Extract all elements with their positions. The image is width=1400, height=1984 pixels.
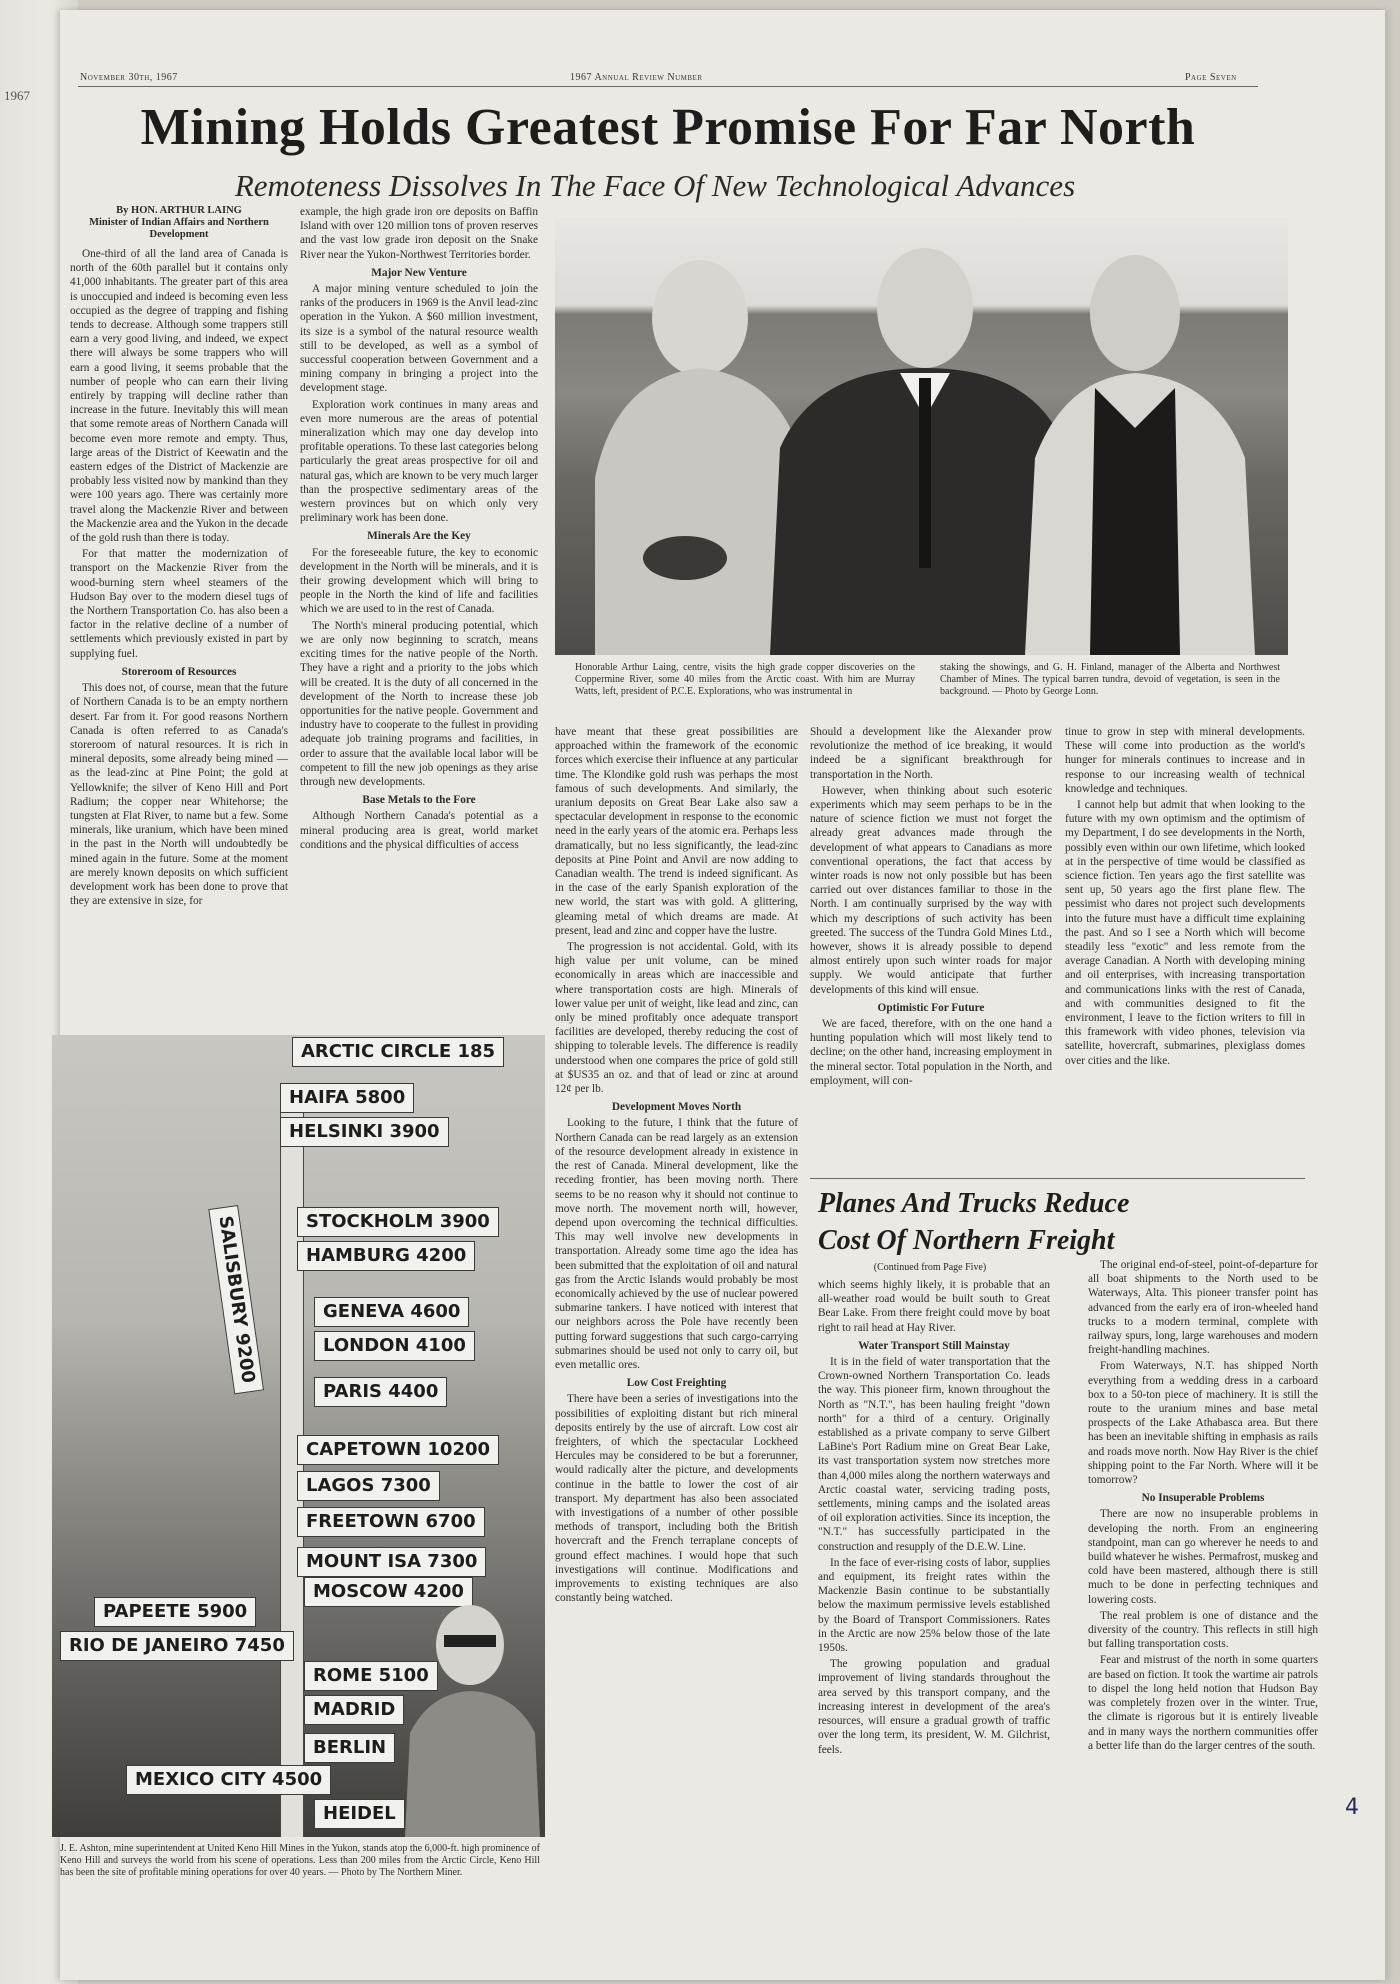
- article-column-4: [810, 725, 1052, 1170]
- subheading: Development Moves North: [611, 1101, 742, 1114]
- sign: MOUNT ISA 7300: [297, 1547, 486, 1577]
- subheading: Major New Venture: [371, 266, 467, 279]
- photo1-caption-right: staking the showings, and G. H. Finland, manager of the Alberta and Northwest Chamber of Mines. The typical barren tundra, devoid of vegetation, is seen in the background. — Photo by George Lonn.: [940, 662, 1280, 697]
- paragraph: From Waterways, N.T. has shipped North everything from a wedding dress in a carboard box to a 50-ton piece of machinery. It is still the route to the uranium mines and base metal prospects of the Lake Athabasca area. But there has been an inevitable shifting in emphasis as rails and roads move north. Now Hay River is the chief shipping point to the Far North. Where will it be tomorrow?: [1088, 1360, 1318, 1487]
- sign: BERLIN: [304, 1733, 395, 1763]
- paragraph: The real problem is one of distance and the diversity of the country. This reflects in still high but falling transportation costs.: [1088, 1609, 1318, 1651]
- planes-title-line2: Cost Of Northern Freight: [818, 1225, 1115, 1256]
- subheading: Minerals Are the Key: [367, 530, 471, 543]
- planes-column-b: [1088, 1258, 1318, 1943]
- paragraph: For the foreseeable future, the key to economic development in the North will be minerals, and it is their growing development which will bring to people in the North the kind of life and facilities which we are used to in the rest of Canada.: [300, 546, 538, 616]
- sign: LONDON 4100: [314, 1331, 475, 1361]
- photo-signpost: [52, 1035, 545, 1837]
- sign: STOCKHOLM 3900: [297, 1207, 499, 1237]
- subheading: No Insuperable Problems: [1141, 1492, 1265, 1505]
- sign: MOSCOW 4200: [304, 1577, 473, 1607]
- paragraph: Looking to the future, I think that the future of Northern Canada can be read largely as an extension of the resource development already in existence in the rest of Canada. Mineral development, like the receding frontier, has been moving north. There seems to be no reason why it should not continue to move north. The movement north will, however, depend upon overcoming the technical difficulties. This may well involve new developments in transportation. Already some time ago the idea has been submitted that the exploitation of oil and natural gas from the Arctic Islands would probably be most economically achieved by the use of nuclear powered submarine tankers. I have noticed with interest that our neighbors across the Pole have recently been putting forward suggestions that such cargo-carrying submarines should be used not only to carry oil, but even metallic ores.: [555, 1117, 798, 1371]
- article-column-3: [555, 725, 798, 1945]
- sign: FREETOWN 6700: [297, 1507, 485, 1537]
- article-column-2: [300, 205, 538, 1030]
- paragraph: A major mining venture scheduled to join the ranks of the producers in 1969 is the Anvil lead-zinc operation in the Yukon. A $60 million investment, its size is a symbol of the natural resource wealth still to be developed, as well as a symbol of successful cooperation between Government and a mining company in bringing a project into the development stage.: [300, 283, 538, 395]
- header-date: November 30th, 1967: [80, 72, 178, 83]
- sign: HAMBURG 4200: [297, 1241, 475, 1271]
- headline: Mining Holds Greatest Promise For Far North: [140, 99, 1196, 156]
- planes-title: [818, 1185, 1298, 1259]
- subheading: Water Transport Still Mainstay: [858, 1339, 1010, 1352]
- sign: PAPEETE 5900: [94, 1597, 256, 1627]
- paragraph: have meant that these great possibilities are approached within the framework of the economic forces which exercise their influence at any particular time. The Klondike gold rush was perhaps the most famous of such developments. And similarly, the uranium deposits on Great Bear Lake also saw a spectacular development in response to the economic need in the early years of the atomic era. Perhaps less dramatically, but no less significantly, the lead-zinc deposits at Pine Point and Anvil are now adding to Canadian wealth. The trend is indeed significant. As in the case of the early Spanish exploration of the new world, the start was with gold. A glittering, gleaming metal of which dreams are made. At present, lead and zinc and copper have the lustre.: [555, 726, 798, 937]
- paragraph: tinue to grow in step with mineral developments. These will come into production as the world's hunger for minerals continues to increase and in response to our increasing wealth of technical knowledge and techniques.: [1065, 726, 1305, 795]
- paragraph: which seems highly likely, it is probable that an all-weather road would be built south to Great Bear Lake. From there freight could move by boat right to rail head at Hay River.: [818, 1279, 1050, 1334]
- byline-author: By HON. ARTHUR LAING: [116, 205, 242, 216]
- sign: RIO DE JANEIRO 7450: [60, 1631, 294, 1661]
- paragraph: There have been a series of investigations into the possibilities of exploiting distant but rich mineral deposits entirely by the use of aircraft. Low cost air freighters, of which the spectacular Lockheed Hercules may be considered to be but a forerunner, would radically alter the picture, and developments continue in the battle to lower the cost of air transport. My department has also been associated with investigations of a number of other possible methods of transport, including both the British hovercraft and the French terraplane concepts of ground effect machines. I would hope that such investigations will continue. Modifications and improvements to existing techniques are also constantly being watched.: [555, 1393, 798, 1605]
- paragraph: We are faced, therefore, with on the one hand a hunting population which will most likely tend to decline; on the other hand, increasing employment in the mineral sector. Total population in the North, and employment, will con-: [810, 1018, 1052, 1087]
- paragraph: It is in the field of water transportation that the Crown-owned Northern Transportation Co. leads the way. This pioneer firm, known throughout the North as "N.T.", has been hauling freight "down north" for a third of a century. Originally established as a private company to serve Gilbert LaBine's Port Radium mine on Great Bear Lake, its vast transportation system now stretches more than 4,000 miles along the northern waterways and Arctic coastal water, servicing trading posts, settlements, mining camps and the isolated areas of oil exploration activities. Since its inception, the "N.T." has successfully participated in the construction and resupply of the D.E.W. Line.: [818, 1356, 1050, 1553]
- paragraph: However, when thinking about such esoteric experiments which may seem perhaps to be in the nature of science fiction we must not forget the already great advances made through the development of what appears to Canadians as more conventional operations, the fact that access by winter roads is now not only possible but has been carried out over distances familiar to those in the North. I am continually surprised by the way with which my descriptions of such activity has been greeted. The success of the Tundra Gold Mines Ltd., however, shows it is already possible to depend almost entirely upon such winter roads for major supply. We would anticipate that further developments of this kind will ensue.: [810, 784, 1052, 996]
- photo2-caption: J. E. Ashton, mine superintendent at United Keno Hill Mines in the Yukon, stands atop the 6,000-ft. high prominence of Keno Hill and surveys the world from his scene of operations. Less than 200 miles from the Arctic Circle, Keno Hill has been the site of profitable mining operations for over 40 years. — Photo by The Northern Miner.: [60, 1843, 540, 1878]
- handwritten-pen-mark: 4: [1345, 1795, 1359, 1820]
- sign: MEXICO CITY 4500: [126, 1765, 331, 1795]
- planes-column-a: [818, 1278, 1050, 1943]
- paragraph: Exploration work continues in many areas and even more numerous are the areas of potential mineralization which may one day develop into profitable operations. To these last categories belong particularly the great areas prospective for oil and natural gas, which are known to be very much larger than the prospective sedimentary areas of the western provinces but on which only very preliminary work has been done.: [300, 398, 538, 525]
- paragraph: In the face of ever-rising costs of labor, supplies and equipment, its freight rates within the Mackenzie Basin continue to be substantially below the maximum permissive levels established by the Board of Transport Commissioners. Rates in the Arctic are now 25% below those of the late 1950s.: [818, 1556, 1050, 1655]
- sign: HELSINKI 3900: [280, 1117, 449, 1147]
- subheading: Base Metals to the Fore: [362, 794, 476, 807]
- paragraph: The North's mineral producing potential, which we are only now beginning to scratch, means exciting times for the native people of the North. They have a right and a priority to the jobs which will be created. It is the duty of all concerned in the development of the North to increase these job opportunities for the native people. Government and industry have to cooperate to the fullest in providing adequate job training programs and facilities, in order to assure that the available local labor will be competent to fill the new job openings as they arise through new developments.: [300, 619, 538, 788]
- previous-page-number: 1967: [4, 88, 30, 103]
- photo1-caption-left: Honorable Arthur Laing, centre, visits the high grade copper discoveries on the Coppermine River, some 40 miles from the Arctic coast. With him are Murray Watts, left, president of P.C.E. Explorations, who was instrumental in: [575, 662, 915, 697]
- paragraph: The original end-of-steel, point-of-departure for all boat shipments to the North used to be Waterways, Alta. This pioneer transfer point has advanced from the early era of iron-wheeled hand trucks to a modern terminal, complete with railway spurs, long, large warehouses and modern freight-handling machines.: [1088, 1259, 1318, 1357]
- paragraph: There are now no insuperable problems in developing the north. From an engineering standpoint, man can go wherever he needs to and build whatever he wishes. Permafrost, muskeg and cold have been mastered, although there is still much to be done in perfecting techniques and lowering costs.: [1088, 1508, 1318, 1606]
- men-illustration: [555, 218, 1288, 655]
- subhead: Remoteness Dissolves In The Face Of New Technological Advances: [234, 168, 1076, 203]
- planes-title-line1: Planes And Trucks Reduce: [818, 1188, 1130, 1219]
- photo-three-men: [555, 218, 1288, 655]
- subheading: Storeroom of Resources: [121, 665, 237, 678]
- section-divider: [810, 1178, 1305, 1179]
- sign: ROME 5100: [304, 1661, 438, 1691]
- paragraph: One-third of all the land area of Canada is north of the 60th parallel but it contains only 41,000 inhabitants. The greater part of this area is unoccupied and indeed is becoming even less occupied as the degree of trapping and fishing tends to decrease. Although some trappers still earn a very good living, and indeed, we expect there will always be some trappers who will earn a good living, it seems probable that the number of people who can earn their living entirely by trapping will decline rather than increase in the future. Inevitably this will mean that some remote areas of Northern Canada will become even more remote and empty. Thus, large areas of the District of Keewatin and the eastern edges of the District of Mackenzie are probably less visited now by mankind than they were 100 years ago. There was certainly more travel along the Mackenzie River and between the Mackenzie area and the Yukon in the decade of the gold rush than there is today.: [70, 248, 288, 545]
- paragraph: This does not, of course, mean that the future of Northern Canada is to be an empty northern desert. Far from it. For good reasons Northern Canada is often referred to as Canada's storeroom of natural resources. It is rich in mineral deposits, some already being mined — as the lead-zinc at Pine Point; the gold at Yellowknife; the silver of Keno Hill and Port Radium; the copper near Whitehorse; the tungsten at Flat River, to name but a few. Some minerals, like uranium, which have been mined in the past in the North will undoubtedly be mined again in the future. Some at the moment are merely known deposits on which sufficient development work has been done to prove that they are extensive in size, for: [70, 682, 288, 908]
- sign: ARCTIC CIRCLE 185: [292, 1037, 504, 1067]
- article-column-1: [70, 205, 288, 1030]
- header-page: Page Seven: [1185, 72, 1237, 83]
- subheading: Optimistic For Future: [877, 1001, 985, 1014]
- paragraph: The progression is not accidental. Gold, with its high value per unit volume, can be mined economically in areas which are inaccessible and where transportation costs are high. Minerals of lower value per unit of weight, like lead and zinc, can only be mined profitably once adequate transport facilities are developed, thereby reducing the cost of shipping to tolerable levels. The difference is readily understood when one compares the price of gold still at $US35 an oz. and that of lead or zinc at around 12¢ per lb.: [555, 941, 798, 1096]
- paragraph: The growing population and gradual improvement of living standards throughout the area served by this transport company, and the increasing interest in development of the area's resources, will ensure a gradual growth of traffic over the long term, its president, W. M. Gilchrist, feels.: [818, 1658, 1050, 1756]
- paragraph: Should a development like the Alexander prow revolutionize the method of ice breaking, it would indeed be a significant breakthrough for transportation in the North.: [810, 726, 1052, 781]
- sign: GENEVA 4600: [314, 1297, 469, 1327]
- sign: LAGOS 7300: [297, 1471, 440, 1501]
- subheading: Low Cost Freighting: [626, 1377, 727, 1390]
- paragraph: example, the high grade iron ore deposits on Baffin Island with over 120 million tons of proven reserves and the vast low grade iron deposit on the Snake River near the Yukon-Northwest Territories border.: [300, 206, 538, 261]
- sign: SALISBURY 9200: [208, 1205, 264, 1394]
- paragraph: Fear and mistrust of the north in some quarters are based on fiction. It took the wartime air patrols to dispel the long held notion that Hudson Bay was completely frozen over in the winter. True, the climate is rigorous but it is entirely liveable and in many ways the northern communities offer a better life than do the larger centres of the south.: [1088, 1654, 1318, 1752]
- sign: HEIDEL: [314, 1799, 405, 1829]
- paragraph: For that matter the modernization of transport on the Mackenzie River from the wood-burning stern wheel steamers of the Hudson Bay over to the modern diesel tugs of the Northern Transportation Co. has also been a factor in the relative decline of a number of settlements which previously existed in part by supplying fuel.: [70, 548, 288, 660]
- byline-title: Minister of Indian Affairs and Northern Development: [89, 217, 269, 240]
- paragraph: Although Northern Canada's potential as a mineral producing area is great, world market conditions and the physical difficulties of access: [300, 810, 538, 851]
- man-figure: [400, 1593, 545, 1837]
- header-rule: [78, 86, 1258, 87]
- paragraph: I cannot help but admit that when looking to the future with my own optimism and the optimism of my Department, I do see developments in the North, possibly even within our own lifetime, which looked at in the perspective of time would be classified as science fiction. Ten years ago the first satellite was sent up, 50 years ago the first plane flew. The pessimist who dares not project such developments into the future must have a difficult time explaining the past. And so I see a North which will become steadily less "exotic" and less remote from the average Canadian. A North with developing mining and oil enterprises, with increasing transportation and communications links with the rest of Canada, and with communities designed to fit the environment, I leave to the fiction writers to fill in this framework with video phones, television via satellite, hovercraft, submarines, plexiglass domes over cities and the like.: [1065, 799, 1305, 1067]
- article-column-5: [1065, 725, 1305, 1170]
- sign: CAPETOWN 10200: [297, 1435, 499, 1465]
- sign: HAIFA 5800: [280, 1083, 414, 1113]
- byline: [70, 205, 288, 241]
- continued-note: (Continued from Page Five): [873, 1262, 987, 1273]
- sign: MADRID: [304, 1695, 404, 1725]
- header-issue: 1967 Annual Review Number: [570, 72, 703, 83]
- sign: PARIS 4400: [314, 1377, 447, 1407]
